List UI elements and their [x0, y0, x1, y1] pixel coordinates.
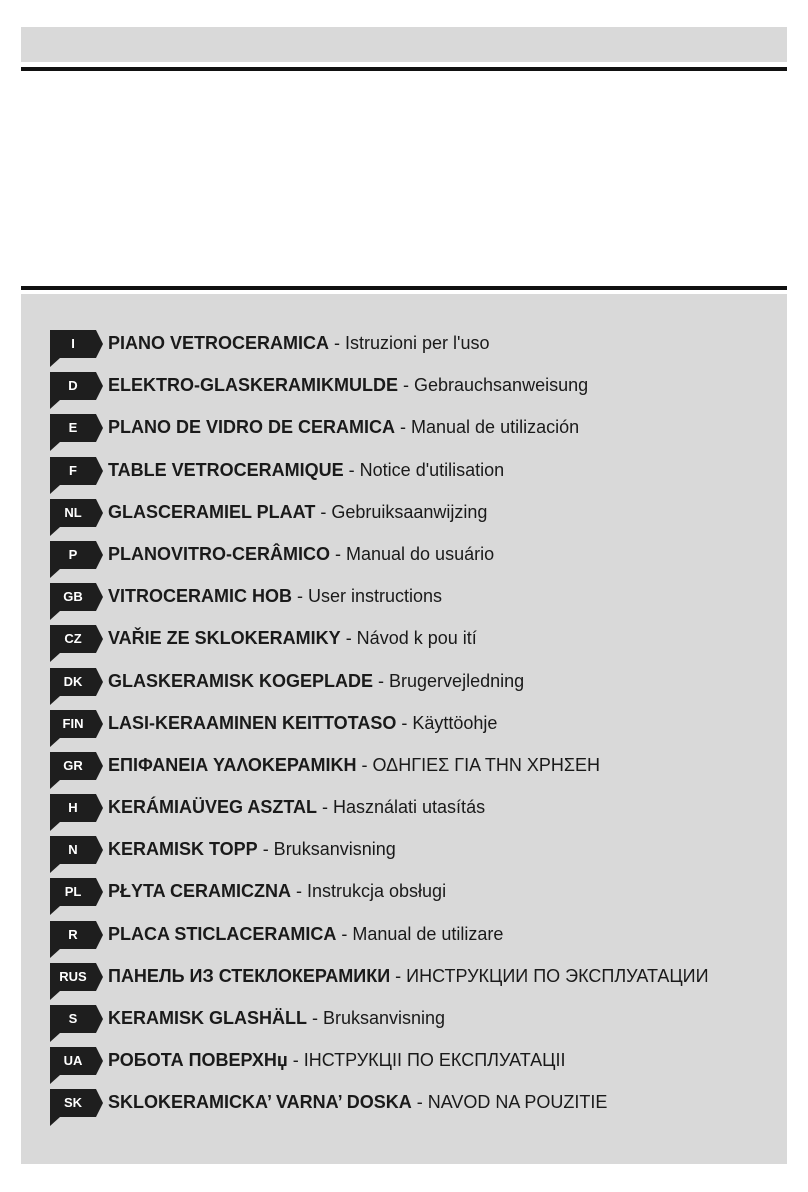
language-row-de [50, 371, 709, 413]
language-subtitle: - Használati utasítás [317, 797, 486, 818]
language-title: ELEKTRO-GLASKERAMIKMULDE [108, 375, 398, 396]
language-title: РОБОТА ПОВЕРХНџ [108, 1050, 288, 1071]
language-row-fin [50, 709, 709, 751]
language-title: PIANO VETROCERAMICA [108, 333, 330, 353]
language-subtitle: - Bruksanvisning [307, 1008, 446, 1028]
language-row-nl [50, 498, 709, 540]
language-title: LASI-KERAAMINEN KEITTOTASO [108, 712, 397, 733]
language-row-pl [50, 877, 709, 919]
language-flag-icon: R [50, 921, 96, 949]
language-subtitle: - Gebruiksaanwijzing [315, 501, 488, 522]
language-subtitle: - Gebrauchsanweisung [398, 375, 589, 396]
language-row-se [50, 1004, 709, 1046]
language-title: TABLE VETROCERAMIQUE [108, 459, 344, 480]
language-row-ro [50, 920, 709, 962]
top-rule [21, 67, 787, 71]
language-title: GLASCERAMIEL PLAAT [108, 501, 316, 522]
language-subtitle: - Bruksanvisning [257, 839, 396, 860]
language-flag-icon: F [50, 457, 96, 485]
language-flag-icon: SK [50, 1089, 96, 1117]
language-row-no [50, 835, 709, 877]
language-flag-icon: H [50, 794, 96, 822]
language-flag-icon: S [50, 1005, 96, 1033]
language-flag-icon: FIN [50, 710, 96, 738]
language-row-hu [50, 793, 709, 835]
language-title: ПАНЕЛЬ ИЗ СТЕКЛОКЕРАМИКИ [108, 965, 391, 986]
language-flag-icon: E [50, 414, 96, 442]
language-flag-icon: NL [50, 499, 96, 527]
language-subtitle: - ИНСТРУКЦИИ ПО ЭКСПЛУАТАЦИИ [390, 965, 709, 986]
language-subtitle: - Manual de utilizare [336, 923, 504, 944]
language-row-gr [50, 751, 709, 793]
language-row-it [50, 329, 709, 371]
language-subtitle: - Käyttöohje [396, 712, 498, 733]
language-title: VITROCERAMIC HOB [108, 586, 292, 607]
language-title: ΕΠΙΦΑΝΕΙΑ ΥΑΛΟΚΕΡΑΜΙΚΗ [108, 754, 357, 775]
language-list [50, 329, 709, 1131]
language-flag-icon: RUS [50, 963, 96, 991]
middle-rule [21, 286, 787, 290]
language-subtitle: - Manual do usuário [330, 543, 495, 564]
language-title: SKLOKERAMICKA’ VARNA’ DOSKA [108, 1092, 412, 1113]
language-flag-icon: GR [50, 752, 96, 780]
language-flag-icon: N [50, 836, 96, 864]
language-subtitle: - NAVOD NA POUZITIE [411, 1092, 608, 1113]
language-subtitle: - ΟΔΗΓΙΕΣ ΓΙΑ ΤΗΝ ΧΡΗΣΕΗ [356, 754, 600, 775]
language-subtitle: - Notice d'utilisation [343, 459, 505, 480]
language-subtitle: - Instrukcja obsługi [291, 881, 447, 902]
language-subtitle: - ІНСТРУКЦІІ ПО ЕКСПЛУАТАЦІІ [287, 1050, 566, 1071]
language-title: PLACA STICLACERAMICA [108, 923, 337, 944]
language-flag-icon: D [50, 372, 96, 400]
top-band [21, 27, 787, 62]
language-flag-icon: PL [50, 878, 96, 906]
language-flag-icon: I [50, 330, 96, 358]
language-row-cz [50, 624, 709, 666]
language-subtitle: - User instructions [292, 586, 443, 607]
language-row-rus [50, 962, 709, 1004]
language-panel [21, 294, 787, 1164]
language-flag-icon: P [50, 541, 96, 569]
language-title: KERÁMIAÜVEG ASZTAL [108, 797, 317, 818]
language-subtitle: - Brugervejledning [373, 670, 525, 691]
language-title: KERAMISK GLASHÄLL [108, 1008, 307, 1028]
language-row-pt [50, 540, 709, 582]
language-subtitle: - Návod k pou ití [340, 628, 477, 649]
language-flag-icon: DK [50, 668, 96, 696]
language-flag-icon: CZ [50, 625, 96, 653]
language-flag-icon: UA [50, 1047, 96, 1075]
language-title: GLASKERAMISK KOGEPLADE [108, 670, 374, 691]
language-row-es [50, 413, 709, 455]
language-title: KERAMISK TOPP [108, 839, 258, 860]
language-subtitle: - Manual de utilización [395, 417, 580, 438]
language-row-fr [50, 456, 709, 498]
language-subtitle: - Istruzioni per l'uso [329, 333, 490, 353]
language-row-gb [50, 582, 709, 624]
language-row-dk [50, 667, 709, 709]
language-title: PLANO DE VIDRO DE CERAMICA [108, 417, 396, 438]
language-title: VAŘIE ZE SKLOKERAMIKY [108, 628, 341, 649]
language-row-ua [50, 1046, 709, 1088]
language-title: PŁYTA CERAMICZNA [108, 881, 291, 902]
language-flag-icon: GB [50, 583, 96, 611]
language-title: PLANOVITRO-CERÂMICO [108, 543, 330, 564]
language-row-sk [50, 1088, 709, 1130]
